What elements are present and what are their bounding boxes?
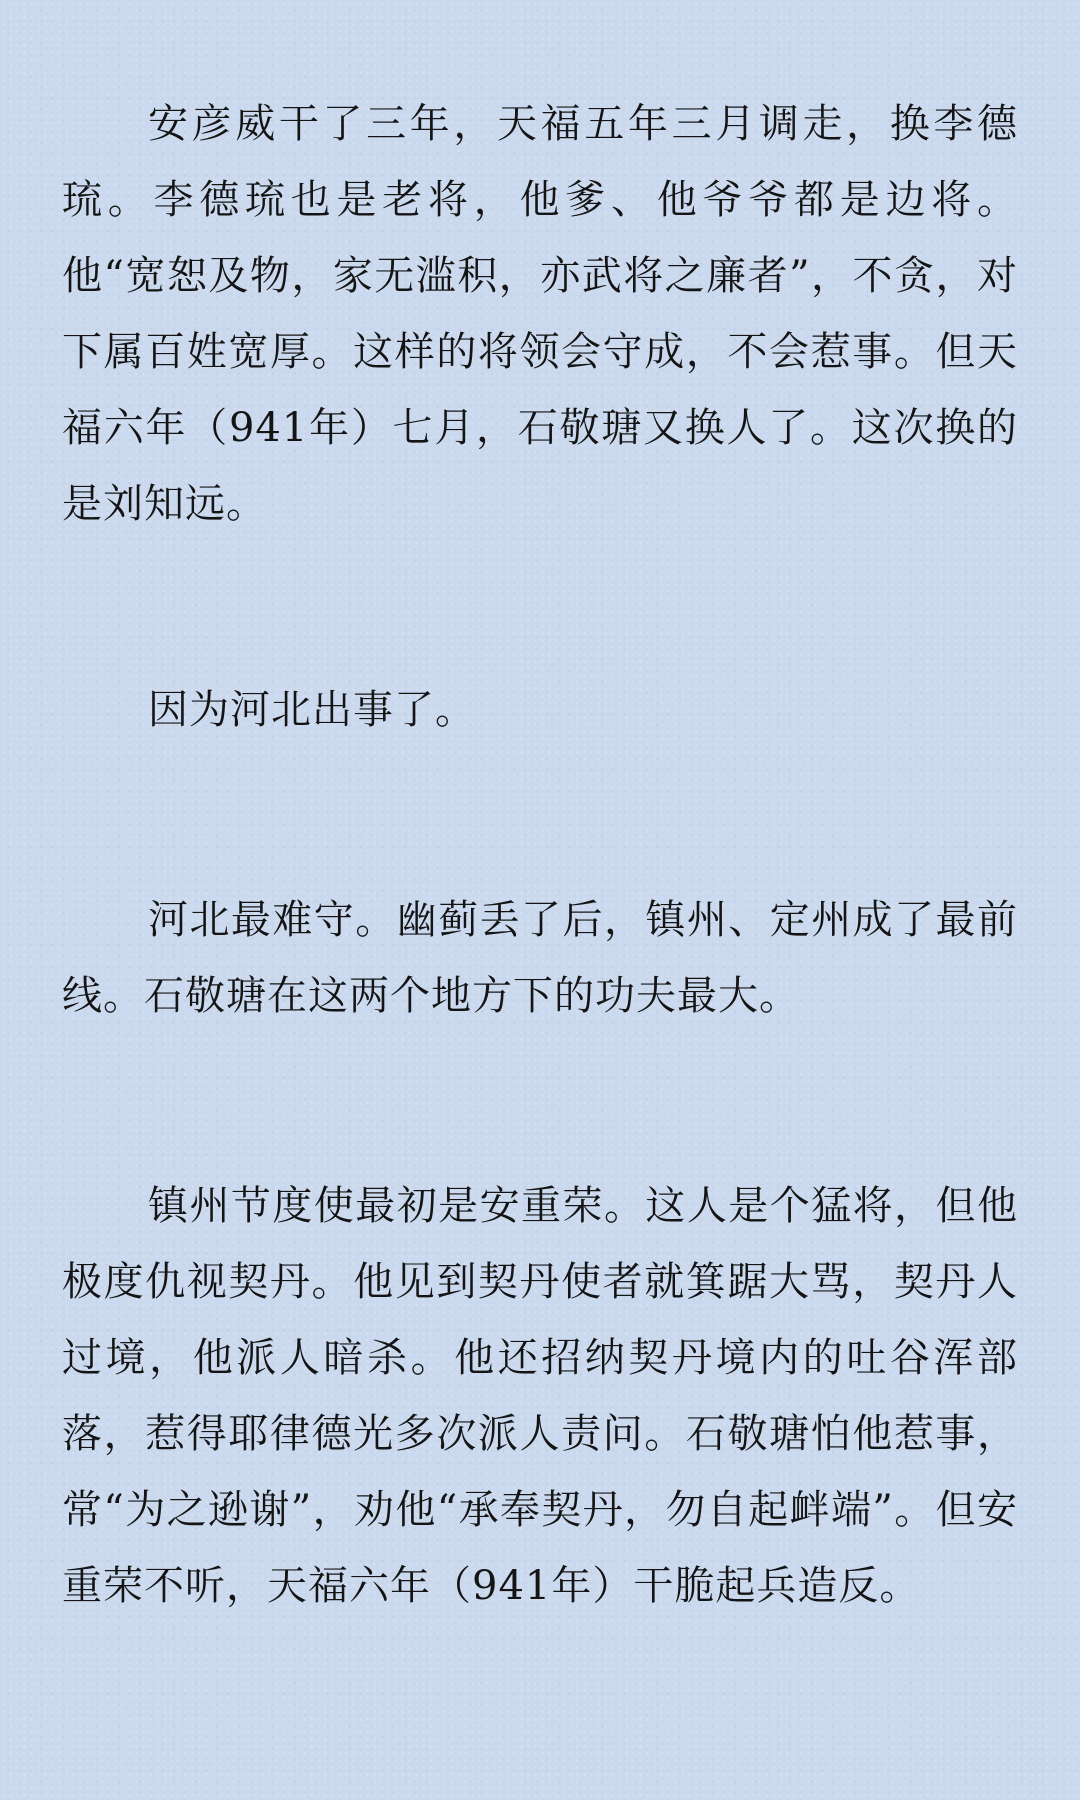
paragraph-4: 镇州节度使最初是安重荣。这人是个猛将，但他极度仇视契丹。他见到契丹使者就箕踞大骂，契丹人过境，他派人暗杀。他还招纳契丹境内的吐谷浑部落，惹得耶律德光多次派人责问。石敬瑭怕他惹事，常“为之逊谢”，劝他“承奉契丹，勿自起衅端”。但安重荣不听，天福六年（941年）干脆起兵造反。 — [62, 1183, 1018, 1609]
paragraph-2: 因为河北出事了。 — [148, 687, 476, 733]
paragraph-3: 河北最难守。幽蓟丢了后，镇州、定州成了最前线。石敬瑭在这两个地方下的功夫最大。 — [62, 897, 1018, 1019]
paragraph-1: 安彦威干了三年，天福五年三月调走，换李德琉。李德琉也是老将，他爹、他爷爷都是边将。他“宽恕及物，家无滥积，亦武将之廉者”，不贪，对下属百姓宽厚。这样的将领会守成，不会惹事。但天福六年（941年）七月，石敬瑭又换人了。这次换的是刘知远。 — [62, 101, 1018, 527]
